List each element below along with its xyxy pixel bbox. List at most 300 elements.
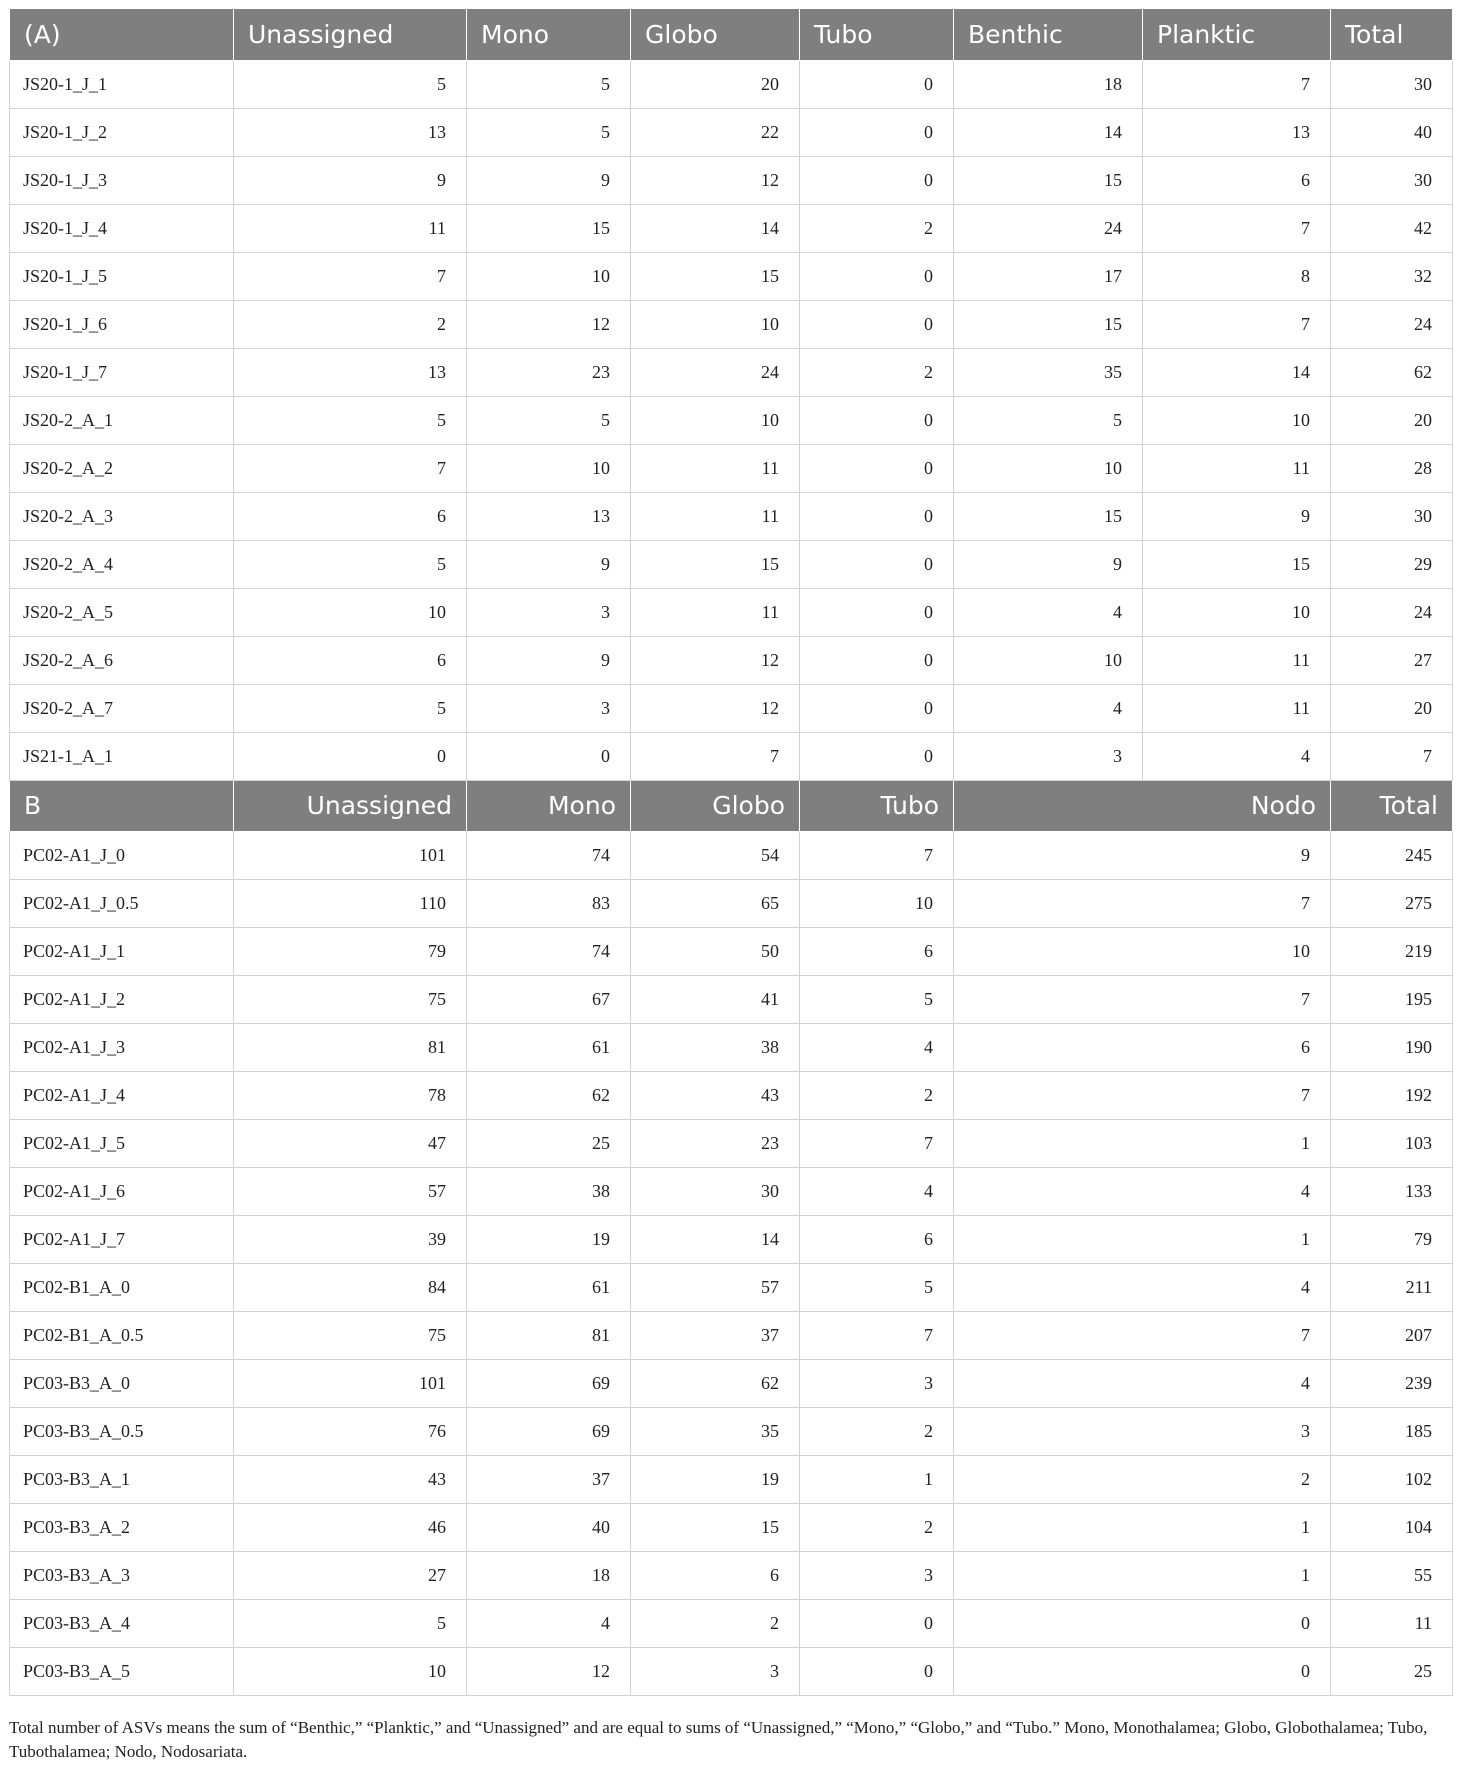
value-cell: 7 — [800, 1119, 954, 1167]
value-cell: 219 — [1331, 927, 1453, 975]
table-row — [10, 831, 1453, 879]
value-cell: 79 — [234, 927, 467, 975]
value-cell: 6 — [800, 1215, 954, 1263]
value-cell: 3 — [467, 684, 631, 732]
value-cell: 41 — [631, 975, 800, 1023]
value-cell: 15 — [1143, 540, 1331, 588]
table-row — [10, 444, 1453, 492]
value-cell: 3 — [800, 1359, 954, 1407]
value-cell: 9 — [467, 636, 631, 684]
value-cell: 23 — [631, 1119, 800, 1167]
value-cell: 239 — [1331, 1359, 1453, 1407]
value-cell: 69 — [467, 1407, 631, 1455]
value-cell: 81 — [234, 1023, 467, 1071]
value-cell: 6 — [1143, 156, 1331, 204]
value-cell: 2 — [800, 1071, 954, 1119]
value-cell: 30 — [1331, 156, 1453, 204]
value-cell: 62 — [631, 1359, 800, 1407]
value-cell: 12 — [631, 684, 800, 732]
value-cell: 0 — [800, 444, 954, 492]
value-cell: 9 — [234, 156, 467, 204]
value-cell: 3 — [954, 732, 1143, 780]
value-cell: 103 — [1331, 1119, 1453, 1167]
value-cell: 14 — [1143, 348, 1331, 396]
table-row — [10, 396, 1453, 444]
table-row — [10, 300, 1453, 348]
value-cell: 7 — [800, 831, 954, 879]
row-label-cell: PC03-B3_A_4 — [10, 1599, 234, 1647]
value-cell: 15 — [631, 252, 800, 300]
value-cell: 69 — [467, 1359, 631, 1407]
value-cell: 13 — [467, 492, 631, 540]
value-cell: 11 — [234, 204, 467, 252]
value-cell: 11 — [1143, 684, 1331, 732]
value-cell: 10 — [1143, 396, 1331, 444]
value-cell: 5 — [467, 108, 631, 156]
value-cell: 10 — [467, 444, 631, 492]
value-cell: 28 — [1331, 444, 1453, 492]
value-cell: 110 — [234, 879, 467, 927]
value-cell: 37 — [631, 1311, 800, 1359]
value-cell: 1 — [954, 1119, 1331, 1167]
value-cell: 0 — [800, 156, 954, 204]
value-cell: 13 — [234, 108, 467, 156]
value-cell: 101 — [234, 831, 467, 879]
value-cell: 9 — [954, 831, 1331, 879]
table-row — [10, 927, 1453, 975]
value-cell: 2 — [631, 1599, 800, 1647]
row-label-cell: PC02-B1_A_0 — [10, 1263, 234, 1311]
value-cell: 101 — [234, 1359, 467, 1407]
table-b-header-tubo: Tubo — [800, 780, 954, 831]
row-label-cell: JS20-2_A_3 — [10, 492, 234, 540]
value-cell: 2 — [800, 204, 954, 252]
value-cell: 133 — [1331, 1167, 1453, 1215]
value-cell: 211 — [1331, 1263, 1453, 1311]
table-a-header-benthic: Benthic — [954, 9, 1143, 60]
value-cell: 47 — [234, 1119, 467, 1167]
value-cell: 10 — [954, 636, 1143, 684]
value-cell: 245 — [1331, 831, 1453, 879]
table-row — [10, 156, 1453, 204]
value-cell: 29 — [1331, 540, 1453, 588]
table-row — [10, 1311, 1453, 1359]
value-cell: 0 — [954, 1599, 1331, 1647]
table-row — [10, 1599, 1453, 1647]
table-row — [10, 1167, 1453, 1215]
value-cell: 0 — [954, 1647, 1331, 1695]
value-cell: 4 — [954, 1359, 1331, 1407]
value-cell: 11 — [1331, 1599, 1453, 1647]
value-cell: 42 — [1331, 204, 1453, 252]
value-cell: 61 — [467, 1023, 631, 1071]
value-cell: 10 — [631, 300, 800, 348]
value-cell: 39 — [234, 1215, 467, 1263]
value-cell: 15 — [631, 1503, 800, 1551]
table-row — [10, 60, 1453, 108]
table-b-header-total: Total — [1331, 780, 1453, 831]
table-row — [10, 1407, 1453, 1455]
table-b-header — [10, 780, 1453, 831]
row-label-cell: JS20-1_J_5 — [10, 252, 234, 300]
value-cell: 6 — [954, 1023, 1331, 1071]
value-cell: 43 — [631, 1071, 800, 1119]
table-row — [10, 108, 1453, 156]
value-cell: 15 — [954, 492, 1143, 540]
table-a-header-tubo: Tubo — [800, 9, 954, 60]
value-cell: 1 — [954, 1215, 1331, 1263]
value-cell: 74 — [467, 927, 631, 975]
row-label-cell: PC02-A1_J_6 — [10, 1167, 234, 1215]
value-cell: 12 — [467, 1647, 631, 1695]
value-cell: 0 — [467, 732, 631, 780]
table-row — [10, 1023, 1453, 1071]
value-cell: 19 — [631, 1455, 800, 1503]
value-cell: 30 — [1331, 60, 1453, 108]
value-cell: 83 — [467, 879, 631, 927]
value-cell: 55 — [1331, 1551, 1453, 1599]
row-label-cell: PC02-B1_A_0.5 — [10, 1311, 234, 1359]
value-cell: 27 — [234, 1551, 467, 1599]
row-label-cell: JS20-1_J_3 — [10, 156, 234, 204]
value-cell: 81 — [467, 1311, 631, 1359]
value-cell: 30 — [631, 1167, 800, 1215]
value-cell: 75 — [234, 1311, 467, 1359]
value-cell: 7 — [234, 252, 467, 300]
table-row — [10, 1503, 1453, 1551]
table-b-header-nodo: Nodo — [954, 780, 1331, 831]
value-cell: 9 — [467, 540, 631, 588]
value-cell: 57 — [631, 1263, 800, 1311]
value-cell: 14 — [631, 204, 800, 252]
value-cell: 75 — [234, 975, 467, 1023]
value-cell: 62 — [1331, 348, 1453, 396]
value-cell: 9 — [954, 540, 1143, 588]
table-row — [10, 732, 1453, 780]
value-cell: 43 — [234, 1455, 467, 1503]
value-cell: 35 — [631, 1407, 800, 1455]
value-cell: 0 — [800, 684, 954, 732]
value-cell: 24 — [1331, 300, 1453, 348]
value-cell: 11 — [1143, 636, 1331, 684]
table-row — [10, 1119, 1453, 1167]
value-cell: 61 — [467, 1263, 631, 1311]
value-cell: 22 — [631, 108, 800, 156]
row-label-cell: JS21-1_A_1 — [10, 732, 234, 780]
value-cell: 15 — [954, 300, 1143, 348]
value-cell: 12 — [467, 300, 631, 348]
table-row — [10, 588, 1453, 636]
value-cell: 13 — [1143, 108, 1331, 156]
table-row — [10, 1455, 1453, 1503]
value-cell: 190 — [1331, 1023, 1453, 1071]
value-cell: 10 — [800, 879, 954, 927]
value-cell: 14 — [954, 108, 1143, 156]
value-cell: 3 — [954, 1407, 1331, 1455]
value-cell: 9 — [467, 156, 631, 204]
value-cell: 13 — [234, 348, 467, 396]
row-label-cell: PC02-A1_J_3 — [10, 1023, 234, 1071]
value-cell: 11 — [631, 444, 800, 492]
value-cell: 40 — [1331, 108, 1453, 156]
value-cell: 9 — [1143, 492, 1331, 540]
value-cell: 5 — [234, 684, 467, 732]
value-cell: 275 — [1331, 879, 1453, 927]
value-cell: 2 — [234, 300, 467, 348]
table-a-header-sample: (A) — [10, 9, 234, 60]
value-cell: 0 — [800, 60, 954, 108]
value-cell: 38 — [467, 1167, 631, 1215]
table-a-header-planktic: Planktic — [1143, 9, 1331, 60]
value-cell: 20 — [631, 60, 800, 108]
row-label-cell: JS20-2_A_5 — [10, 588, 234, 636]
value-cell: 65 — [631, 879, 800, 927]
value-cell: 5 — [234, 1599, 467, 1647]
row-label-cell: JS20-2_A_7 — [10, 684, 234, 732]
value-cell: 14 — [631, 1215, 800, 1263]
value-cell: 7 — [954, 1311, 1331, 1359]
value-cell: 27 — [1331, 636, 1453, 684]
row-label-cell: JS20-2_A_6 — [10, 636, 234, 684]
value-cell: 0 — [800, 252, 954, 300]
value-cell: 104 — [1331, 1503, 1453, 1551]
row-label-cell: PC02-A1_J_0.5 — [10, 879, 234, 927]
value-cell: 0 — [800, 636, 954, 684]
value-cell: 12 — [631, 156, 800, 204]
value-cell: 19 — [467, 1215, 631, 1263]
row-label-cell: PC03-B3_A_0 — [10, 1359, 234, 1407]
value-cell: 7 — [954, 1071, 1331, 1119]
value-cell: 0 — [800, 588, 954, 636]
table-a-header-mono: Mono — [467, 9, 631, 60]
table-b-header-row — [10, 780, 1453, 831]
row-label-cell: PC03-B3_A_5 — [10, 1647, 234, 1695]
value-cell: 18 — [467, 1551, 631, 1599]
row-label-cell: JS20-1_J_6 — [10, 300, 234, 348]
value-cell: 46 — [234, 1503, 467, 1551]
value-cell: 25 — [467, 1119, 631, 1167]
value-cell: 5 — [467, 396, 631, 444]
value-cell: 2 — [800, 1407, 954, 1455]
table-row — [10, 975, 1453, 1023]
table-row — [10, 348, 1453, 396]
value-cell: 0 — [800, 396, 954, 444]
table-b-header-sample: B — [10, 780, 234, 831]
value-cell: 0 — [800, 1647, 954, 1695]
value-cell: 20 — [1331, 684, 1453, 732]
value-cell: 192 — [1331, 1071, 1453, 1119]
value-cell: 10 — [954, 444, 1143, 492]
value-cell: 20 — [1331, 396, 1453, 444]
value-cell: 62 — [467, 1071, 631, 1119]
value-cell: 102 — [1331, 1455, 1453, 1503]
table-a-body — [10, 60, 1453, 780]
value-cell: 5 — [234, 540, 467, 588]
value-cell: 4 — [954, 684, 1143, 732]
value-cell: 7 — [631, 732, 800, 780]
value-cell: 4 — [800, 1023, 954, 1071]
value-cell: 11 — [1143, 444, 1331, 492]
asv-table — [9, 9, 1453, 1696]
data-table-container — [9, 9, 1452, 1696]
value-cell: 67 — [467, 975, 631, 1023]
table-a-header-globo: Globo — [631, 9, 800, 60]
value-cell: 4 — [954, 1167, 1331, 1215]
value-cell: 18 — [954, 60, 1143, 108]
table-row — [10, 636, 1453, 684]
value-cell: 7 — [1143, 300, 1331, 348]
value-cell: 4 — [954, 588, 1143, 636]
value-cell: 0 — [800, 1599, 954, 1647]
value-cell: 17 — [954, 252, 1143, 300]
value-cell: 1 — [954, 1503, 1331, 1551]
table-row — [10, 1551, 1453, 1599]
value-cell: 7 — [800, 1311, 954, 1359]
table-row — [10, 252, 1453, 300]
table-row — [10, 879, 1453, 927]
row-label-cell: PC02-A1_J_7 — [10, 1215, 234, 1263]
value-cell: 50 — [631, 927, 800, 975]
value-cell: 2 — [954, 1455, 1331, 1503]
value-cell: 4 — [467, 1599, 631, 1647]
table-b-body — [10, 831, 1453, 1695]
value-cell: 4 — [1143, 732, 1331, 780]
row-label-cell: JS20-1_J_4 — [10, 204, 234, 252]
value-cell: 76 — [234, 1407, 467, 1455]
value-cell: 7 — [954, 879, 1331, 927]
value-cell: 2 — [800, 348, 954, 396]
value-cell: 0 — [800, 300, 954, 348]
value-cell: 0 — [800, 492, 954, 540]
value-cell: 37 — [467, 1455, 631, 1503]
value-cell: 24 — [954, 204, 1143, 252]
table-a-header-total: Total — [1331, 9, 1453, 60]
value-cell: 7 — [1331, 732, 1453, 780]
value-cell: 10 — [954, 927, 1331, 975]
table-b-header-unassigned: Unassigned — [234, 780, 467, 831]
row-label-cell: PC02-A1_J_2 — [10, 975, 234, 1023]
value-cell: 38 — [631, 1023, 800, 1071]
value-cell: 15 — [954, 156, 1143, 204]
value-cell: 6 — [800, 927, 954, 975]
value-cell: 5 — [467, 60, 631, 108]
row-label-cell: JS20-2_A_2 — [10, 444, 234, 492]
value-cell: 7 — [234, 444, 467, 492]
table-b-header-mono: Mono — [467, 780, 631, 831]
value-cell: 10 — [234, 1647, 467, 1695]
value-cell: 35 — [954, 348, 1143, 396]
value-cell: 5 — [234, 60, 467, 108]
table-b-header-globo: Globo — [631, 780, 800, 831]
value-cell: 0 — [800, 732, 954, 780]
value-cell: 4 — [800, 1167, 954, 1215]
row-label-cell: JS20-2_A_1 — [10, 396, 234, 444]
value-cell: 5 — [234, 396, 467, 444]
row-label-cell: PC03-B3_A_1 — [10, 1455, 234, 1503]
value-cell: 11 — [631, 492, 800, 540]
value-cell: 5 — [800, 1263, 954, 1311]
value-cell: 1 — [954, 1551, 1331, 1599]
value-cell: 10 — [467, 252, 631, 300]
value-cell: 25 — [1331, 1647, 1453, 1695]
row-label-cell: PC02-A1_J_0 — [10, 831, 234, 879]
table-a-header-row — [10, 9, 1453, 60]
value-cell: 3 — [467, 588, 631, 636]
value-cell: 57 — [234, 1167, 467, 1215]
table-row — [10, 1263, 1453, 1311]
value-cell: 185 — [1331, 1407, 1453, 1455]
table-row — [10, 1215, 1453, 1263]
value-cell: 8 — [1143, 252, 1331, 300]
row-label-cell: JS20-1_J_1 — [10, 60, 234, 108]
table-row — [10, 204, 1453, 252]
value-cell: 207 — [1331, 1311, 1453, 1359]
value-cell: 6 — [631, 1551, 800, 1599]
row-label-cell: PC02-A1_J_1 — [10, 927, 234, 975]
table-row — [10, 1647, 1453, 1695]
value-cell: 10 — [1143, 588, 1331, 636]
value-cell: 7 — [1143, 204, 1331, 252]
value-cell: 84 — [234, 1263, 467, 1311]
row-label-cell: PC02-A1_J_4 — [10, 1071, 234, 1119]
value-cell: 10 — [631, 396, 800, 444]
value-cell: 54 — [631, 831, 800, 879]
value-cell: 0 — [800, 108, 954, 156]
value-cell: 15 — [631, 540, 800, 588]
value-cell: 6 — [234, 492, 467, 540]
table-footnote: Total number of ASVs means the sum of “Benthic,” “Planktic,” and “Unassigned” and are equal to sums of “Unassigned,” “Mono,” “Globo,” and “Tubo.” Mono, Monothalamea; Globo, Globothalamea; Tubo, Tubothalamea; Nodo, Nodosariata. — [9, 1718, 1428, 1761]
value-cell: 10 — [234, 588, 467, 636]
value-cell: 7 — [1143, 60, 1331, 108]
row-label-cell: PC03-B3_A_3 — [10, 1551, 234, 1599]
row-label-cell: JS20-2_A_4 — [10, 540, 234, 588]
value-cell: 4 — [954, 1263, 1331, 1311]
value-cell: 195 — [1331, 975, 1453, 1023]
table-a-header-unassigned: Unassigned — [234, 9, 467, 60]
value-cell: 7 — [954, 975, 1331, 1023]
value-cell: 24 — [631, 348, 800, 396]
table-row — [10, 684, 1453, 732]
value-cell: 32 — [1331, 252, 1453, 300]
table-row — [10, 540, 1453, 588]
value-cell: 40 — [467, 1503, 631, 1551]
value-cell: 78 — [234, 1071, 467, 1119]
value-cell: 11 — [631, 588, 800, 636]
value-cell: 6 — [234, 636, 467, 684]
value-cell: 2 — [800, 1503, 954, 1551]
value-cell: 0 — [234, 732, 467, 780]
value-cell: 1 — [800, 1455, 954, 1503]
value-cell: 23 — [467, 348, 631, 396]
row-label-cell: JS20-1_J_2 — [10, 108, 234, 156]
value-cell: 12 — [631, 636, 800, 684]
value-cell: 15 — [467, 204, 631, 252]
row-label-cell: PC03-B3_A_0.5 — [10, 1407, 234, 1455]
value-cell: 24 — [1331, 588, 1453, 636]
table-row — [10, 1359, 1453, 1407]
table-row — [10, 1071, 1453, 1119]
value-cell: 3 — [631, 1647, 800, 1695]
row-label-cell: PC02-A1_J_5 — [10, 1119, 234, 1167]
value-cell: 5 — [800, 975, 954, 1023]
value-cell: 3 — [800, 1551, 954, 1599]
value-cell: 30 — [1331, 492, 1453, 540]
row-label-cell: JS20-1_J_7 — [10, 348, 234, 396]
table-row — [10, 492, 1453, 540]
value-cell: 74 — [467, 831, 631, 879]
row-label-cell: PC03-B3_A_2 — [10, 1503, 234, 1551]
value-cell: 5 — [954, 396, 1143, 444]
